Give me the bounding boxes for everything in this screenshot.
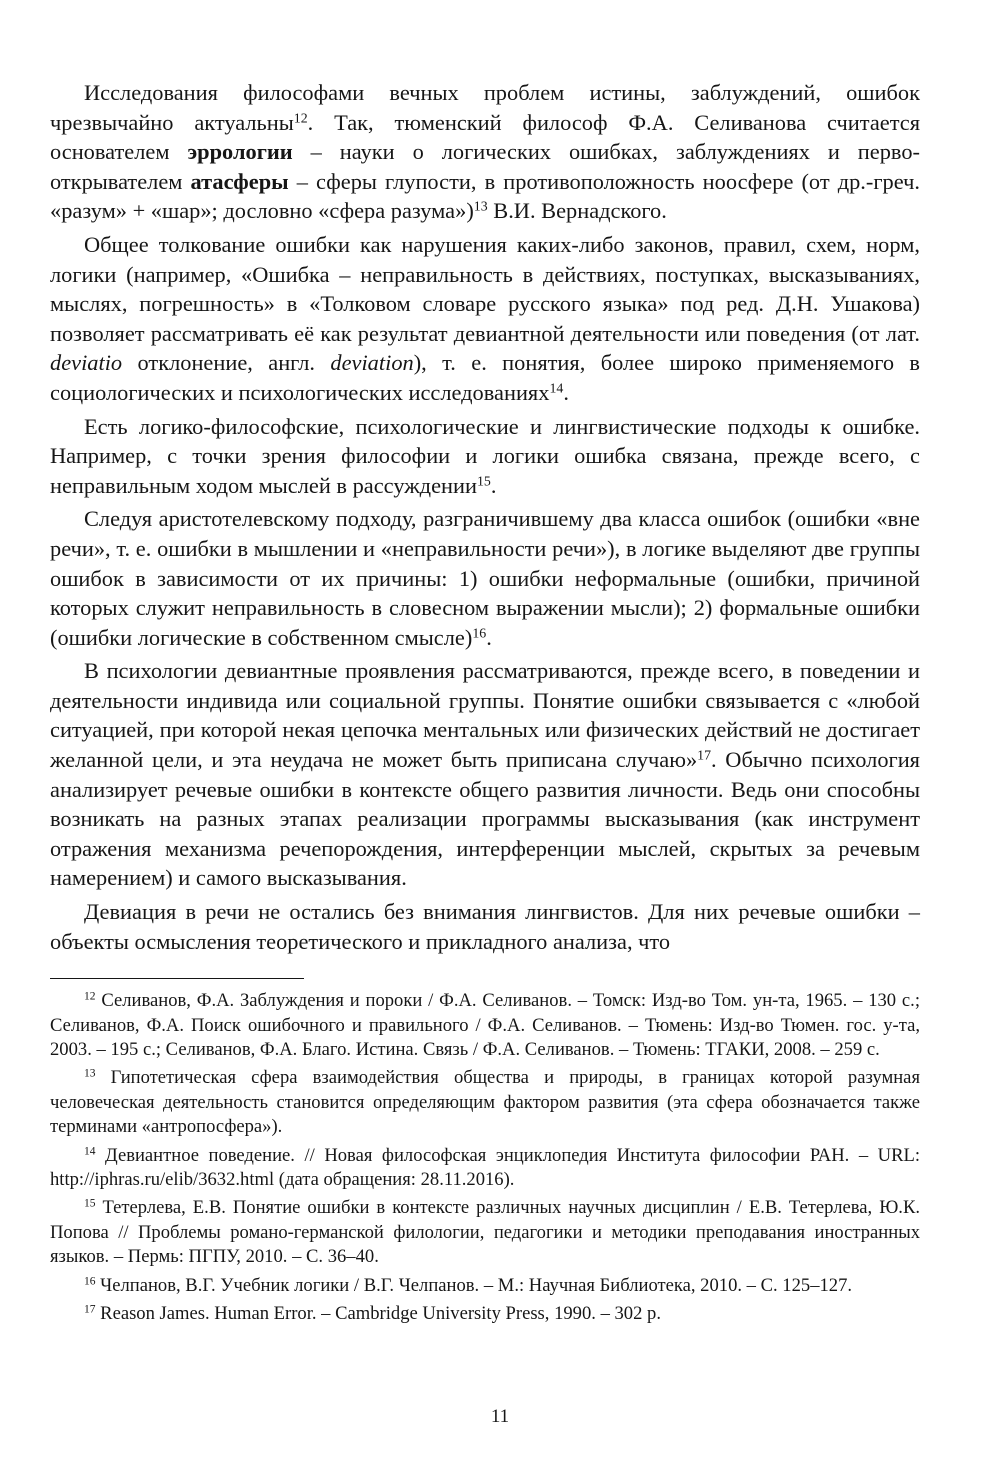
footnote-ref: 14: [549, 381, 564, 397]
footnote: [50, 1196, 920, 1269]
text-run: Исследования философами вечных проблем истины, заблуждений, ошибок чрезвычайно актуальны: [50, 80, 920, 135]
text-run: Следуя аристотелевскому подходу, разграничившему два класса ошибок (ошибки «вне речи», т. е. ошибки в мышлении и «неправильности речи»), в логике выделяют две группы ошибок в зависимости от их причины: 1) ошибки неформальные (ошибки, причиной которых служит неправильность в словесном выражении мысли); 2) формальные ошибки (ошибки логические в собственном смысле): [50, 506, 920, 650]
text-run: Гипотетическая сфера взаимодействия общества и природы, в границах которой разумная человеческая деятельность становится определяющим фактором развития (эта сфера обозначается также терминами «антропосфера»).: [50, 1067, 920, 1138]
text-run: . Обычно психология анализирует речевые ошибки в контексте общего развития личности. Ведь они способны возникать на разных этапах реализации программы высказывания (как инструмент отражения механизма речепорождения, интерференции мыслей, скрытых за речевым намерением) и самого высказывания.: [50, 747, 920, 891]
footnote-ref: 14: [84, 1145, 96, 1158]
text-run: В.И. Вернадского.: [487, 198, 667, 224]
text-run: .: [490, 472, 497, 498]
footnote-separator: [50, 978, 304, 979]
footnote-ref: 13: [84, 1068, 96, 1081]
text-run: Есть логико-философские, психологические и лингвистические подходы к ошибке. Например, с точки зрения философии и логики ошибка связана, прежде всего, с неправильным ходом мыслей в рассуждении: [50, 413, 920, 498]
paragraph: [50, 412, 920, 501]
bold-term: атасферы: [190, 168, 289, 194]
italic-term: deviatio: [50, 350, 123, 376]
text-run: – сферы глупости, в противоположность ноосфере (от др.-греч. «разум» + «шар»; дословно «сфера разума»): [50, 168, 920, 224]
text-run: отклонение, англ.: [122, 350, 331, 376]
footnote: [50, 1066, 920, 1139]
text-run: . Так, тюменский философ Ф.А. Селиванова считается основателем: [50, 109, 920, 165]
footnote: [50, 1144, 920, 1193]
text-run: Челпанов, В.Г. Учебник логики / В.Г. Челпанов. – М.: Научная Библиотека, 2010. – С. 125–127.: [95, 1274, 853, 1296]
footnote-ref: 12: [293, 110, 308, 126]
footnote-ref: 17: [84, 1303, 96, 1316]
paragraph: [50, 230, 920, 408]
text-run: .: [486, 624, 492, 650]
footnote-ref: 15: [84, 1198, 96, 1211]
footnote-ref: 16: [472, 626, 487, 642]
footnote: [50, 1274, 920, 1298]
text-run: Девиантное поведение. // Новая философская энциклопедия Института философии РАН. – URL: http://iphras.ru/elib/3632.html (дата обращения: 28.11.2016).: [50, 1144, 920, 1191]
footnote: [50, 989, 920, 1062]
text-run: В психологии девиантные проявления рассматриваются, прежде всего, в поведении и деятельности индивида или социальной группы. Понятие ошибки связывается с «любой ситуацией, при которой некая цепочка ментальных или физических действий не достигает желанной цели, и эта неудача не может быть приписана случаю»: [50, 658, 920, 773]
paragraph: [50, 656, 920, 893]
text-run: .: [563, 379, 569, 405]
text-run: – науки о логических ошибках, заблуждениях и первооткрывателем: [50, 139, 921, 194]
footnotes: [50, 989, 920, 1326]
page-number: 11: [490, 1406, 510, 1427]
text-run: Девиация в речи не остались без внимания лингвистов. Для них речевые ошибки – объекты осмысления теоретического и прикладного анализа, что: [50, 899, 920, 954]
text-run: Тетерлева, Е.В. Понятие ошибки в контексте различных научных дисциплин / Е.В. Тетерлева, Ю.К. Попова // Проблемы романо-германской филологии, педагогики и методики преподавания иностранных языков. – Пермь: ПГПУ, 2010. – С. 36–40.: [50, 1197, 920, 1268]
footnote-ref: 16: [84, 1275, 96, 1288]
paragraph: [50, 897, 920, 956]
text-run: Общее толкование ошибки как нарушения каких-либо законов, правил, схем, норм, логики (например, «Ошибка – неправильность в действиях, поступках, высказываниях, мыслях, погрешность» в «Толковом словаре русского языка» под ред. Д.Н. Ушакова) позволяет рассматривать её как результат девиантной деятельности или поведения (от лат.: [50, 231, 920, 346]
text-run: ), т. е. понятия, более широко применяемого в социологических и психологических исследованиях: [50, 350, 920, 405]
footnote-ref: 17: [697, 748, 712, 764]
text-run: Reason James. Human Error. – Cambridge University Press, 1990. – 302 p.: [95, 1303, 661, 1325]
footnote: [50, 1302, 920, 1326]
paragraph: [50, 504, 920, 652]
paragraph: [50, 78, 920, 226]
main-text: [50, 78, 920, 956]
italic-term: deviation: [330, 350, 414, 376]
footnote-ref: 13: [473, 199, 488, 215]
bold-term: эррологии: [187, 139, 293, 165]
footnote-ref: 15: [476, 474, 491, 490]
text-run: Селиванов, Ф.А. Заблуждения и пороки / Ф.А. Селиванов. – Томск: Изд-во Том. ун-та, 1965. – 130 с.; Селиванов, Ф.А. Поиск ошибочного и правильного / Ф.А. Селиванов. – Тюмень: Изд-во Тюмен. гос. у-та, 2003. – 195 с.; Селиванов, Ф.А. Благо. Истина. Связь / Ф.А. Селиванов. – Тюмень: ТГАКИ, 2008. – 259 с.: [50, 990, 920, 1061]
footnote-ref: 12: [84, 990, 96, 1003]
